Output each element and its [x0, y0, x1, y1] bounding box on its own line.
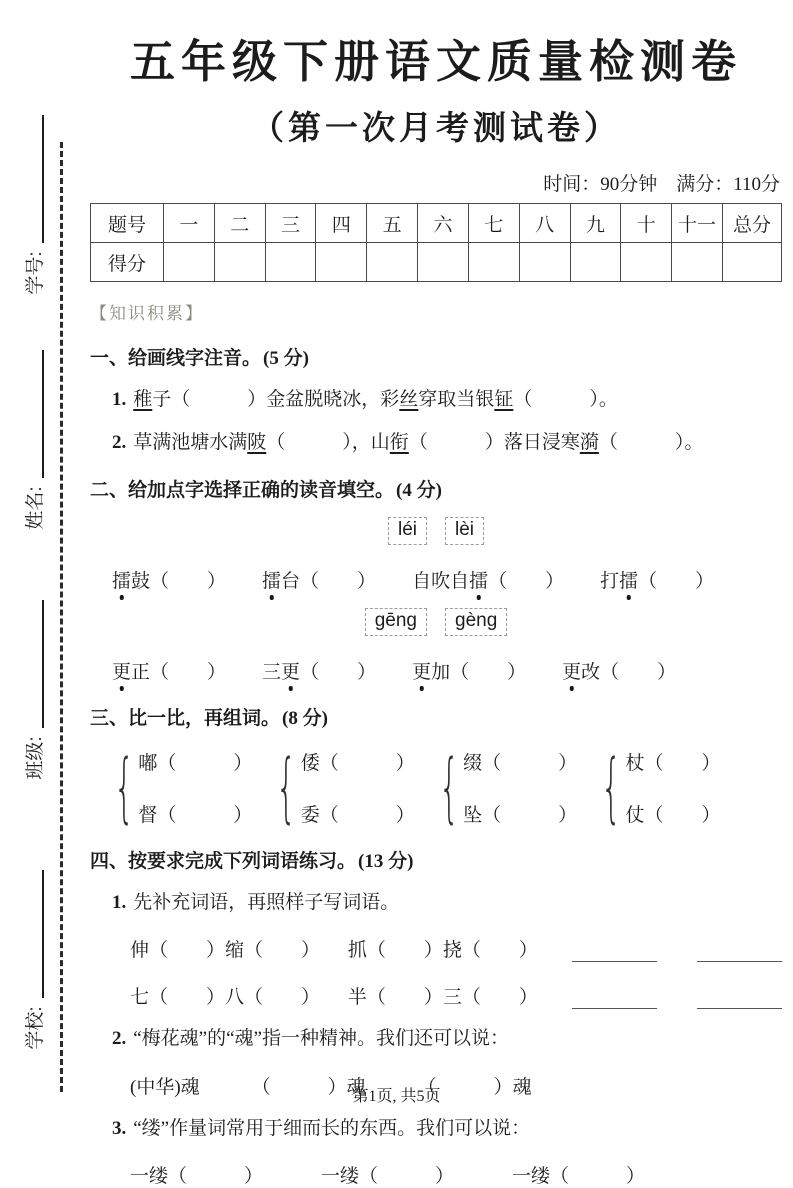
- item-number: 2.: [112, 431, 127, 453]
- score-table-header-row: [91, 204, 782, 243]
- class-field: [21, 585, 45, 795]
- name-label: 姓名:: [24, 486, 46, 530]
- question1-item1-text: 稚子（ ）金盆脱晓冰，彩丝穿取当银钲（ ）。: [133, 389, 618, 411]
- brace-icon: {: [114, 742, 135, 832]
- question3-points: (8 分): [282, 707, 328, 729]
- pinyin-box: gèng: [445, 608, 507, 636]
- score-cell: [214, 243, 265, 282]
- question2-heading-text: 二、给加点字选择正确的读音填空。: [90, 479, 395, 501]
- page-title: 五年级下册语文质量检测卷: [129, 37, 742, 87]
- school-label: 学校:: [24, 1006, 46, 1050]
- score-cell: [723, 243, 782, 282]
- question1-item1: [112, 387, 782, 413]
- write-blank-line: [572, 987, 657, 1009]
- question2-heading: [90, 475, 782, 502]
- school-blank-line: [22, 870, 45, 998]
- item-number: 1.: [112, 891, 127, 913]
- question3-heading: [90, 703, 782, 730]
- question2-row2: [112, 657, 782, 684]
- pinyin-options-lei: [90, 517, 782, 545]
- score-cell: [570, 243, 621, 282]
- word-blank: 擂鼓（ ）: [112, 570, 227, 592]
- score-table-header-cell: 十: [621, 204, 672, 243]
- question4-points: (13 分): [358, 850, 414, 872]
- score-cell: [418, 243, 469, 282]
- compare-word-group: [114, 742, 253, 832]
- score-table-header-cell: 九: [570, 204, 621, 243]
- score-table-header-cell: 八: [519, 204, 570, 243]
- word-blank: 督（ ）: [138, 804, 253, 826]
- question2-row1: [112, 566, 782, 593]
- question4-item2-text: “梅花魂”的“魂”指一种精神。我们还可以说：: [133, 1028, 509, 1050]
- score-cell: [316, 243, 367, 282]
- word-blank: （ ）魂: [417, 1076, 532, 1098]
- name-field: [21, 335, 45, 545]
- brace-icon: {: [438, 742, 460, 832]
- word-blank: 杖（ ）: [625, 752, 721, 774]
- score-cell: [367, 243, 418, 282]
- word-blank: （ ）魂: [251, 1076, 366, 1098]
- score-cell: [265, 243, 316, 282]
- score-cell: [672, 243, 723, 282]
- word-blank: 缀（ ）: [463, 752, 578, 774]
- score-cell: [468, 243, 519, 282]
- word-blank: 七（ ）八（ ）: [130, 987, 321, 1009]
- compare-word-group: [601, 742, 721, 832]
- question4-heading-text: 四、按要求完成下列词语练习。: [90, 850, 357, 872]
- section-tag: 【知识积累】: [90, 304, 204, 324]
- question4-item3-row: [130, 1161, 782, 1188]
- word-blank: 嘟（ ）: [138, 752, 253, 774]
- score-label-cell: 得分: [91, 243, 164, 282]
- student-id-label: 学号:: [24, 251, 46, 295]
- question4-item3-text: “缕”作量词常用于细而长的东西。我们可以说：: [133, 1117, 531, 1139]
- question1-item2-text: 草满池塘水满陂（ ），山衔（ ）落日浸寒漪（ ）。: [133, 431, 704, 453]
- class-blank-line: [22, 600, 45, 728]
- pinyin-options-geng: [90, 608, 782, 636]
- class-label: 班级:: [24, 736, 46, 780]
- word-blank: 仗（ ）: [625, 804, 721, 826]
- compare-word-group: [438, 742, 578, 832]
- name-blank-line: [22, 350, 45, 478]
- word-blank: (中华)魂: [130, 1076, 200, 1098]
- score-table: [90, 203, 782, 282]
- time-and-score-info: 时间：90分钟 满分：110分: [543, 174, 780, 196]
- exam-paper: [90, 0, 782, 1188]
- score-table-header-cell: 十一: [672, 204, 723, 243]
- student-id-blank-line: [22, 115, 45, 243]
- pinyin-box: lèi: [445, 517, 484, 545]
- cut-dashed-line: [60, 142, 63, 1092]
- score-table-header-cell: 一: [164, 204, 215, 243]
- score-table-header-cell: 题号: [91, 204, 164, 243]
- brace-icon: {: [276, 742, 297, 832]
- question4-item1-row1: [130, 935, 782, 962]
- question1-heading: [90, 343, 782, 370]
- word-blank: 更正（ ）: [112, 661, 227, 683]
- score-table-header-cell: 二: [214, 204, 265, 243]
- item-number: 2.: [112, 1028, 127, 1050]
- word-blank: 坠（ ）: [463, 804, 578, 826]
- page-number: 第1页, 共5页: [352, 1088, 441, 1105]
- word-blank: 一缕（ ）: [321, 1166, 455, 1188]
- score-table-header-cell: 五: [367, 204, 418, 243]
- score-cell: [519, 243, 570, 282]
- word-blank: 抓（ ）挠（ ）: [347, 940, 538, 962]
- score-cell: [164, 243, 215, 282]
- question3-groups: [114, 742, 782, 832]
- write-blank-line: [697, 940, 782, 962]
- pinyin-box: gēng: [365, 608, 427, 636]
- pinyin-box: léi: [388, 517, 427, 545]
- compare-word-group: [276, 742, 415, 832]
- question2-points: (4 分): [396, 479, 442, 501]
- question1-item2: [112, 430, 782, 456]
- brace-icon: {: [601, 742, 622, 832]
- word-blank: 擂台（ ）: [262, 570, 377, 592]
- question1-points: (5 分): [263, 348, 309, 370]
- item-number: 3.: [112, 1117, 127, 1139]
- score-cell: [621, 243, 672, 282]
- question4-heading: [90, 846, 782, 873]
- word-blank: 半（ ）三（ ）: [347, 987, 538, 1009]
- word-blank: 更加（ ）: [412, 661, 527, 683]
- page-subtitle: （第一次月考测试卷）: [251, 111, 621, 148]
- item-number: 1.: [112, 389, 127, 411]
- student-id-field: [21, 100, 45, 310]
- question3-heading-text: 三、比一比，再组词。: [90, 707, 281, 729]
- word-blank: 打擂（ ）: [600, 570, 715, 592]
- question4-item1: [112, 890, 782, 916]
- score-table-header-cell: 四: [316, 204, 367, 243]
- word-blank: 三更（ ）: [262, 661, 377, 683]
- word-blank: 伸（ ）缩（ ）: [130, 940, 321, 962]
- word-blank: 倭（ ）: [300, 752, 415, 774]
- word-blank: 一缕（ ）: [130, 1166, 264, 1188]
- question1-heading-text: 一、给画线字注音。: [90, 348, 262, 370]
- score-table-header-cell: 六: [418, 204, 469, 243]
- word-blank: 更改（ ）: [562, 661, 677, 683]
- word-blank: 自吹自擂（ ）: [412, 570, 565, 592]
- school-field: [21, 855, 45, 1065]
- write-blank-line: [697, 987, 782, 1009]
- score-table-score-row: [91, 243, 782, 282]
- score-table-header-cell: 七: [468, 204, 519, 243]
- question4-item2: [112, 1026, 782, 1052]
- score-table-header-cell: 三: [265, 204, 316, 243]
- write-blank-line: [572, 940, 657, 962]
- score-table-header-cell: 总分: [723, 204, 782, 243]
- word-blank: 委（ ）: [300, 804, 415, 826]
- question4-item1-row2: [130, 982, 782, 1009]
- question4-item1-text: 先补充词语，再照样子写词语。: [133, 891, 400, 913]
- word-blank: 一缕（ ）: [512, 1166, 646, 1188]
- question4-item3: [112, 1116, 782, 1142]
